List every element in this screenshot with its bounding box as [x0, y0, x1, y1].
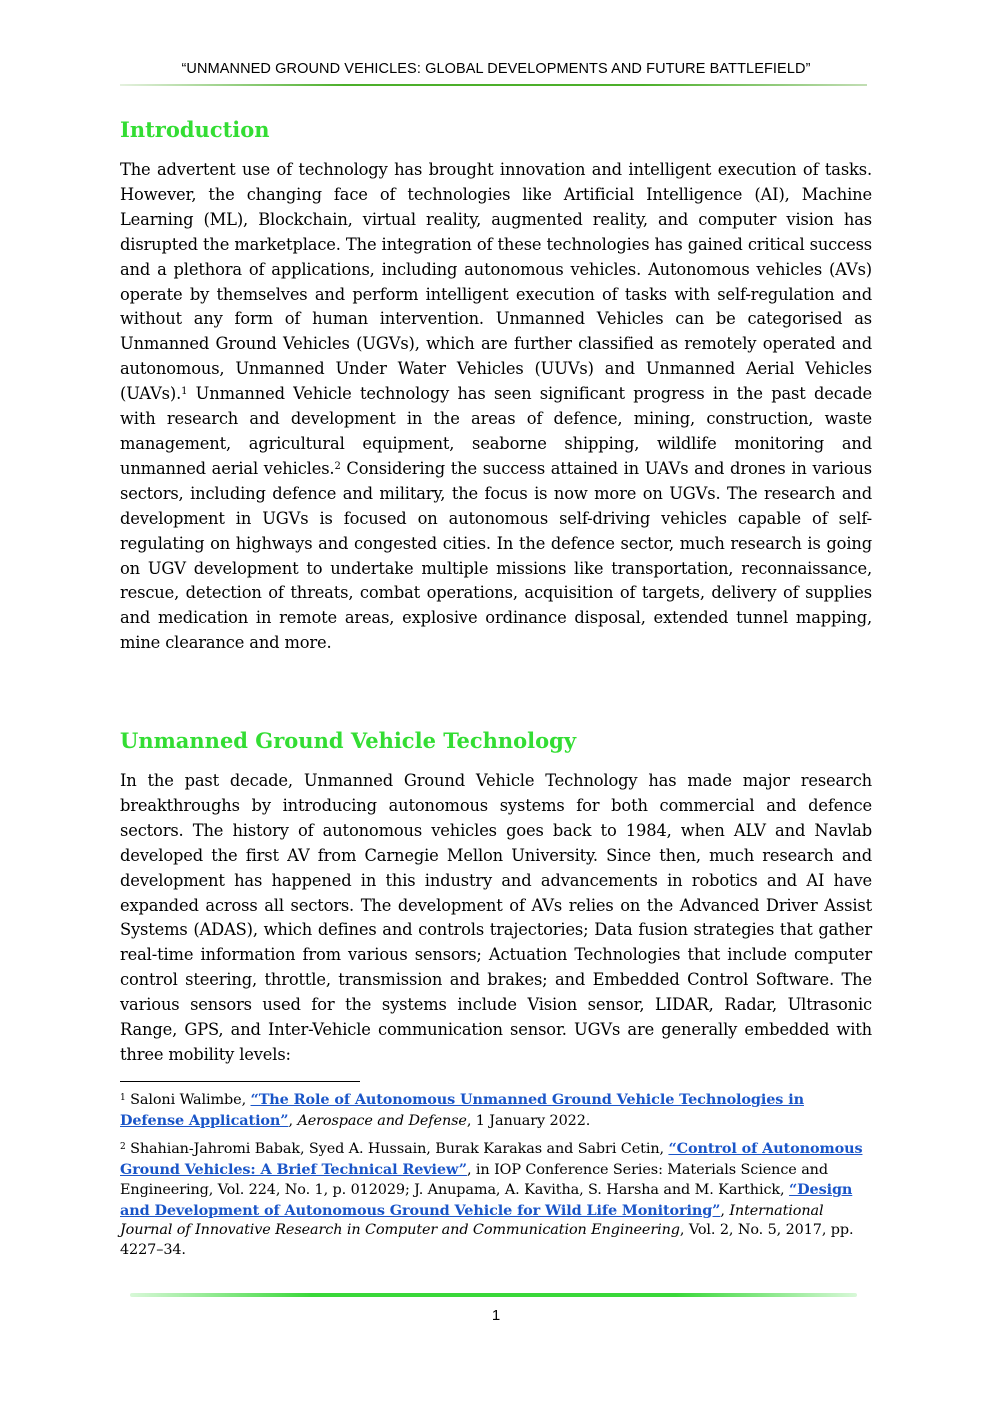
- footnote-ref-1[interactable]: 1: [181, 386, 188, 398]
- footnote-1: [120, 1090, 865, 1131]
- footnote-1-link[interactable]: “The Role of Autonomous Unmanned Ground Vehicle Technologies in Defense Application”: [120, 1091, 804, 1129]
- footnote-1-separator: ,: [288, 1112, 298, 1129]
- footnote-separator: [120, 1081, 360, 1082]
- footnote-2-separator: ,: [720, 1202, 730, 1219]
- footnote-2-middle: , in IOP Conference Series: Materials Science and Engineering, Vol. 224, No. 1, p. 012029; J. Anupama, A. Kavitha, S. Harsha and M. Karthick,: [120, 1161, 828, 1199]
- section-heading-ugv-technology: Unmanned Ground Vehicle Technology: [120, 728, 577, 753]
- intro-text-part2: Unmanned Vehicle technology has seen significant progress in the past decade with research and development in the areas of defence, mining, construction, waste management, agricultural equipment, seaborne shipping, wildlife monitoring and unmanned aerial vehicles.: [120, 384, 872, 478]
- footnote-ref-2[interactable]: 2: [334, 460, 341, 472]
- footnote-2-tail: , Vol. 2, No. 5, 2017, pp. 4227–34.: [120, 1222, 854, 1258]
- intro-text-part3: Considering the success attained in UAVs and drones in various sectors, including defence and military, the focus is now more on UGVs. The research and development in UGVs is focused on autonomous self-driving vehicles capable of self-regulating on highways and congested cities. In the defence sector, much research is going on UGV development to undertake multiple missions like transportation, reconnaissance, rescue, detection of threats, combat operations, acquisition of targets, delivery of supplies and medication in remote areas, explosive ordinance disposal, extended tunnel mapping, mine clearance and more.: [120, 458, 872, 653]
- footer-divider: [130, 1293, 857, 1297]
- footnote-1-tail: , 1 January 2022.: [466, 1112, 591, 1129]
- header-divider: [120, 84, 867, 86]
- footnote-2-link-1[interactable]: “Control of Autonomous Ground Vehicles: A Brief Technical Review”: [120, 1140, 863, 1178]
- section-heading-introduction: Introduction: [120, 117, 270, 142]
- introduction-paragraph: [120, 158, 872, 656]
- page-number: 1: [491, 1307, 501, 1324]
- footnote-2-author: Shahian-Jahromi Babak, Syed A. Hussain, Burak Karakas and Sabri Cetin,: [125, 1141, 669, 1157]
- intro-text-part1: The advertent use of technology has brought innovation and intelligent execution of tasks. However, the changing face of technologies like Artificial Intelligence (AI), Machine Learning (ML), Blockchain, virtual reality, augmented reality, and computer vision has disrupted the marketplace. The integration of these technologies has gained critical success and a plethora of applications, including autonomous vehicles. Autonomous vehicles (AVs) operate by themselves and perform intelligent execution of tasks with self-regulation and without any form of human intervention. Unmanned Vehicles can be categorised as Unmanned Ground Vehicles (UGVs), which are further classified as remotely operated and autonomous, Unmanned Under Water Vehicles (UUVs) and Unmanned Aerial Vehicles (UAVs).: [120, 160, 872, 404]
- footnote-2-number: 2: [120, 1142, 126, 1152]
- footnote-1-author: Saloni Walimbe,: [125, 1092, 251, 1108]
- footnote-2-link-2[interactable]: “Design and Development of Autonomous Ground Vehicle for Wild Life Monitoring”: [120, 1181, 853, 1219]
- footnote-1-number: 1: [120, 1093, 126, 1103]
- footnote-2-journal: International Journal of Innovative Research in Computer and Communication Engineering: [120, 1202, 824, 1239]
- ugv-technology-paragraph: In the past decade, Unmanned Ground Vehicle Technology has made major research breakthroughs by introducing autonomous systems for both commercial and defence sectors. The history of autonomous vehicles goes back to 1984, when ALV and Navlab developed the first AV from Carnegie Mellon University. Since then, much research and development has happened in this industry and advancements in robotics and AI have expanded across all sectors. The development of AVs relies on the Advanced Driver Assist Systems (ADAS), which defines and controls trajectories; Data fusion strategies that gather real-time information from various sensors; Actuation Technologies that include computer control steering, throttle, transmission and brakes; and Embedded Control Software. The various sensors used for the systems include Vision sensor, LIDAR, Radar, Ultrasonic Range, GPS, and Inter-Vehicle communication sensor. UGVs are generally embedded with three mobility levels:: [120, 771, 872, 1064]
- footnote-1-journal: Aerospace and Defense: [297, 1112, 467, 1129]
- footnote-2: [120, 1139, 865, 1261]
- running-header-title: “UNMANNED GROUND VEHICLES: GLOBAL DEVELOPMENTS AND FUTURE BATTLEFIELD”: [181, 61, 811, 77]
